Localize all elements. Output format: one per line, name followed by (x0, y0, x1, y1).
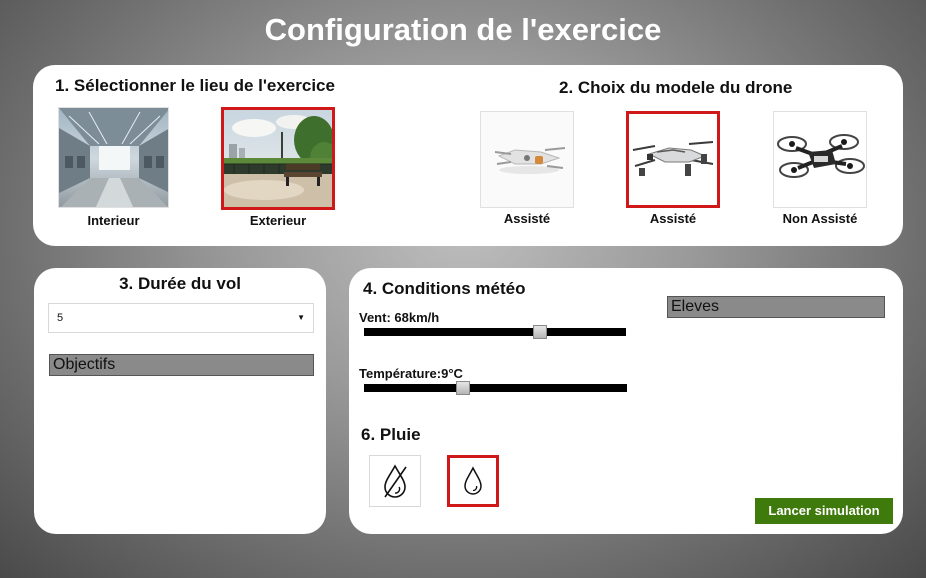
wind-slider-track[interactable] (364, 328, 626, 336)
temperature-slider-track[interactable] (364, 384, 627, 392)
rain-button[interactable] (447, 455, 499, 507)
drone-option-1-label: Assisté (503, 211, 551, 226)
weather-heading: 4. Conditions météo (363, 279, 526, 298)
drone-option-3[interactable] (773, 111, 867, 208)
wind-label: Vent: 68km/h (359, 310, 440, 325)
quadcopter-image (774, 112, 866, 207)
duration-heading: 3. Durée du vol (119, 274, 241, 293)
drone-option-2-label: Assisté (649, 211, 697, 226)
launch-simulation-button[interactable]: Lancer simulation (755, 498, 893, 524)
students-label: Eleves (667, 296, 885, 318)
drone-option-2[interactable] (626, 111, 720, 208)
chevron-down-icon: ▼ (297, 313, 305, 322)
drone-heading: 2. Choix du modele du drone (559, 78, 793, 97)
weather-panel (349, 268, 903, 534)
duration-select[interactable] (48, 303, 314, 333)
wind-slider-thumb[interactable] (533, 325, 547, 339)
rain-heading: 6. Pluie (361, 425, 421, 444)
drone-option-1[interactable] (480, 111, 574, 208)
temperature-label: Température:9°C (359, 366, 463, 381)
location-exterior-option[interactable] (221, 107, 335, 210)
folding-drone-image (629, 114, 717, 205)
mini-drone-image (481, 112, 573, 207)
duration-panel (34, 268, 326, 534)
temperature-slider-thumb[interactable] (456, 381, 470, 395)
location-interior-option[interactable] (58, 107, 169, 208)
location-interior-label: Interieur (87, 213, 140, 228)
page-title: Configuration de l'exercice (264, 12, 662, 47)
duration-value: 5 (57, 312, 64, 324)
location-drone-panel (33, 65, 903, 246)
location-exterior-label: Exterieur (249, 213, 307, 228)
park-image (224, 110, 332, 207)
no-rain-button[interactable] (369, 455, 421, 507)
no-rain-icon (380, 463, 410, 499)
location-heading: 1. Sélectionner le lieu de l'exercice (55, 76, 335, 95)
rain-drop-icon (462, 466, 484, 496)
warehouse-image (59, 108, 169, 208)
drone-option-3-label: Non Assisté (782, 211, 858, 226)
objectives-label: Objectifs (49, 354, 314, 376)
